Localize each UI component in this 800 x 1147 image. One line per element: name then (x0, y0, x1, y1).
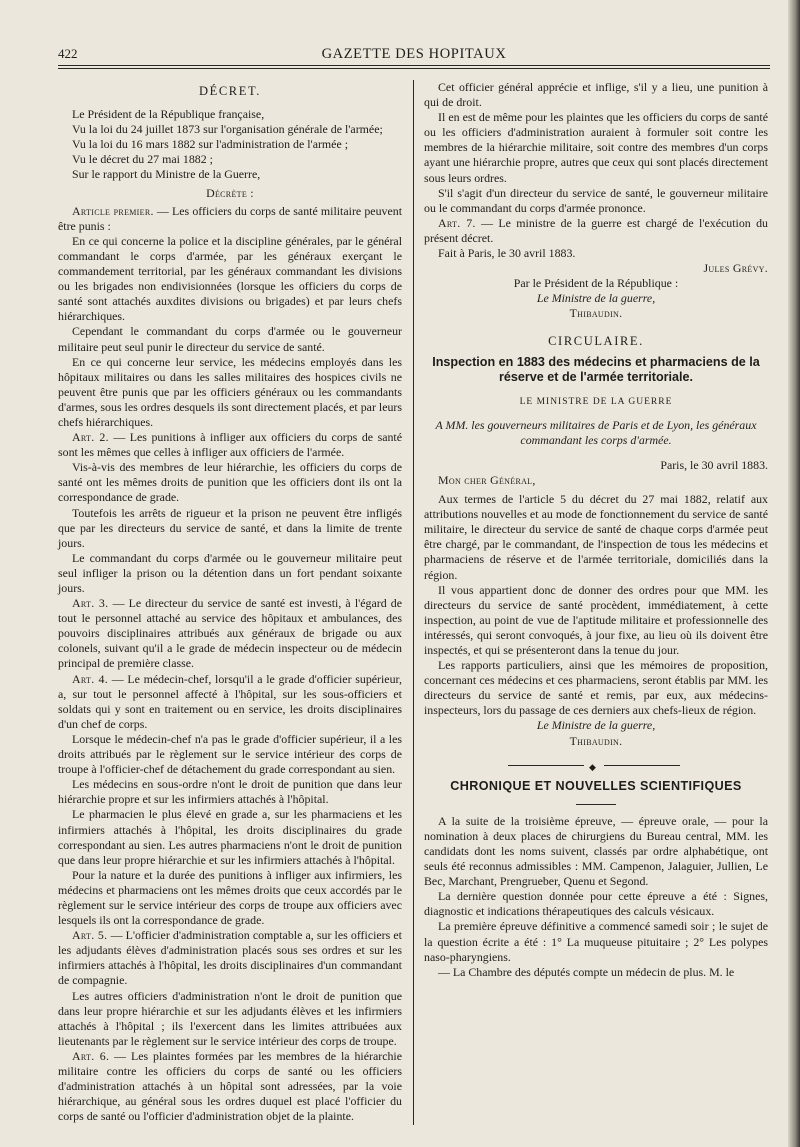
header-rule-top (58, 65, 770, 66)
decret-intro-line: Vu le décret du 27 mai 1882 ; (72, 152, 213, 167)
decret-intro-line: Le Président de la République française, (72, 107, 265, 122)
left-column (58, 80, 402, 1124)
article-7 (424, 216, 768, 246)
chronique-paragraph: A la suite de la troisième épreuve, — épreuve orale, — pour la nomination à deux places de chirurgiens du Bureau central, MM. les candidats dont les noms suivent, classés par ordre alphabétique, ont seuls été reconnus admissibles : MM. Campenon, Jalaguier, Jullien, Le Bec, Marchant, Prengrueber, Quenu et Segond. (424, 813, 768, 889)
decret-paragraph: En ce qui concerne leur service, les médecins employés dans les hôpitaux militaires ou dans les salles militaires des hospices civils ne peuvent être punis que par les officiers généraux ou les commandants d'armes, sous les ordres desquels ils sont directement placés, et par leurs chefs hiérarchiques. (58, 354, 402, 429)
par-le-president: Par le Président de la République : (513, 276, 679, 291)
circulaire-ministre-name: Thibaudin. (569, 733, 623, 748)
article-label: Art. 2. (72, 430, 109, 445)
page-number: 422 (58, 46, 78, 61)
decret-signature: Jules Grévy. (703, 261, 768, 276)
decret-paragraph: S'il s'agit d'un directeur du service de santé, le gouverneur militaire ou le commandant du corps d'armée prononce. (424, 185, 768, 215)
ministre-label: Le Ministre de la guerre, (536, 291, 656, 306)
decret-intro-line: Vu la loi du 24 juillet 1873 sur l'organisation générale de l'armée; (72, 122, 383, 137)
circulaire-addressee: A MM. les gouverneurs militaires de Paris et de Lyon, les généraux commandant les corps d'armée. (435, 417, 757, 447)
circulaire-paragraph: Aux termes de l'article 5 du décret du 27 mai 1882, relatif aux attributions nouvelles et au mode de fonctionnement du service de santé militaire, le directeur du service de santé de chaque corps d'armée peut être chargé, par le commandant, de l'inspection de tous les médecins et pharmaciens de réserve et de l'armée territoriale, domiciliés dans la région. (424, 492, 768, 582)
ornament-line-left (508, 765, 584, 766)
decret-paragraph: Le pharmacien le plus élevé en grade a, sur les pharmaciens et les infirmiers attachés à l'hôpital, les droits disciplinaires du grade correspondant au sien. Les autres pharmaciens n'ont le droit de punition que dans leur propre hiérarchie et sur les infirmiers attachés à l'hôpital. (58, 807, 402, 867)
chronique-paragraph: La première épreuve définitive a commencé samedi soir ; le sujet de la question écrite a été : 1° La muqueuse pituitaire ; 2° Les polypes naso-pharyngiens. (424, 919, 768, 964)
circulaire-date: Paris, le 30 avril 1883. (660, 457, 768, 472)
article-label: Art. 6. (72, 1048, 110, 1063)
article-label: Art. 4. (72, 671, 109, 686)
circulaire-paragraph: Il vous appartient donc de donner des ordres pour que MM. les directeurs du service de santé procèdent, immédiatement, à cette inspection, au point de vue de l'aptitude militaire et professionnelle des intéressés, qui seront convoqués, à jour fixe, au lieu où ils doivent être inspectés, et qui se présenteront dans la tenue du jour. (424, 582, 768, 657)
article-5 (58, 928, 402, 988)
decret-date: Fait à Paris, le 30 avril 1883. (438, 246, 576, 261)
decret-intro-line: Vu la loi du 16 mars 1882 sur l'administration de l'armée ; (72, 137, 349, 152)
right-column (424, 80, 768, 980)
decret-paragraph: Le commandant du corps d'armée ou le gouverneur militaire peut seul infliger la prison ou la détention dans un fort pendant soixante jours. (58, 550, 402, 595)
article-label: Art. 3. (72, 596, 109, 611)
decret-intro-line: Sur le rapport du Ministre de la Guerre, (72, 167, 261, 182)
article-3 (58, 596, 402, 671)
journal-title: GAZETTE DES HOPITAUX (321, 46, 507, 62)
circulaire-ministre-label: Le Ministre de la guerre, (536, 718, 656, 733)
circulaire-heading: CIRCULAIRE. (548, 333, 644, 348)
decret-paragraph: Pour la nature et la durée des punitions à infliger aux infirmiers, les médecins et pharmaciens ont les mêmes droits que ceux accordés par le règlement sur le service intérieur des corps de troupe aux officiers avec lesquels ils ont la correspondance de grade. (58, 867, 402, 928)
article-text: — Les plaintes formées par les membres de la hiérarchie militaire contre les officiers du corps de santé ou les officiers d'administration attachés à un hôpital sont adressées, par la voie hiérarchique, au général sous les ordres duquel est placé l'officier du corps de santé ou l'officier d'administration objet de la plainte. (58, 1048, 402, 1124)
decret-paragraph: Il en est de même pour les plaintes que les officiers du corps de santé ou les officiers d'administration auraient à formuler soit contre les membres de la hiérarchie militaire, soit contre des membres d'un corps ayant une hiérarchie propre, autres que ceux qui sont placés directement sous leurs ordres. (424, 110, 768, 185)
decret-paragraph: Les autres officiers d'administration n'ont le droit de punition que dans leur propre hiérarchie et sur les adjudants élèves et les infirmiers attachés à l'hôpital ; ils l'exercent dans les limites attribuées aux lieutenants par le règlement sur le service intérieur des corps de troupe. (58, 988, 402, 1048)
decret-paragraph: Lorsque le médecin-chef n'a pas le grade d'officier supérieur, il a les droits attribués par le règlement sur le service intérieur des corps de troupe à l'officier-chef de détachement du grade correspondant au sien. (58, 731, 402, 777)
article-1 (58, 204, 402, 234)
decret-paragraph: En ce qui concerne la police et la discipline générales, par le général commandant le corps d'armée, par les généraux exerçant le commandement territorial, par les généraux commandant les divisions ou les brigades non endivisionnées (lorsque les officiers du corps de santé sont attachés auxdites divisions ou brigades) et par leurs chefs hiérarchiques. (58, 233, 402, 324)
article-label: Art. 7. (438, 215, 476, 230)
chronique-heading: CHRONIQUE ET NOUVELLES SCIENTIFIQUES (450, 778, 742, 793)
article-label: Article premier. (72, 203, 154, 218)
circulaire-title: Inspection en 1883 des médecins et pharmaciens de la réserve et de l'armée territoriale. (432, 354, 760, 384)
article-label: Art. 5. (72, 928, 108, 943)
chronique-paragraph: — La Chambre des députés compte un médecin de plus. M. le (438, 964, 735, 979)
section-ornament (424, 759, 768, 771)
article-2 (58, 430, 402, 460)
article-text: — Le directeur du service de santé est investi, à l'égard de tout le personnel attaché au service des hôpitaux et ambulances, des pouvoirs disciplinaires attribués aux généraux de brigade ou aux colonels, suivant qu'il a le grade de médecin inspecteur ou de médecin principal de première classe. (58, 596, 403, 671)
article-6 (58, 1049, 402, 1124)
ministre-name: Thibaudin. (569, 306, 623, 321)
page-spine-shadow (788, 0, 800, 1147)
page-header (58, 40, 770, 64)
decret-paragraph: Cet officier général apprécie et inflige, s'il y a lieu, une punition à qui de droit. (424, 80, 768, 110)
article-text: — Le ministre de la guerre est chargé de l'exécution du présent décret. (424, 215, 769, 245)
chronique-rule (424, 800, 768, 808)
article-text: — Les punitions à infliger aux officiers du corps de santé sont les mêmes que celles à infliger aux officiers de l'armée. (58, 430, 402, 460)
decrete-label: Décrète : (206, 185, 254, 200)
article-4 (58, 672, 402, 732)
column-separator (413, 80, 414, 1125)
header-rule-bottom (58, 68, 770, 69)
decret-paragraph: Vis-à-vis des membres de leur hiérarchie, les officiers du corps de santé ont les mêmes droits de punition que les officiers dont ils ont la correspondance de grade. (58, 460, 402, 505)
circulaire-from: LE MINISTRE DE LA GUERRE (519, 396, 673, 407)
article-text: — L'officier d'administration comptable a, sur les officiers et les adjudants élèves d'administration placés sous ses ordres et sur les infirmiers attachés à l'hôpital, les droits disciplinaires d'un commandant de compagnie. (58, 928, 402, 988)
article-text: — Le médecin-chef, lorsqu'il a le grade d'officier supérieur, a, sur tout le personnel affecté à l'hôpital, sur les sous-officiers et soldats qui y sont en traitement ou en service, les droits disciplinaires d'un chef de corps. (58, 671, 402, 731)
decret-heading: DÉCRET. (198, 84, 261, 98)
ornament-line-right (604, 765, 680, 766)
article-text: — Les officiers du corps de santé militaire peuvent être punis : (58, 203, 402, 233)
circulaire-salutation: Mon cher Général, (438, 472, 536, 487)
decret-paragraph: Les médecins en sous-ordre n'ont le droit de punition que dans leur hiérarchie propre et sur les infirmiers attachés à l'hôpital. (58, 777, 402, 807)
decret-paragraph: Toutefois les arrêts de rigueur et la prison ne peuvent être infligés que par les directeurs du service de santé, et dans la limite de trente jours. (58, 505, 402, 550)
decret-paragraph: Cependant le commandant du corps d'armée ou le gouverneur militaire peut seul punir le directeur du service de santé. (58, 324, 402, 354)
ornament-diamond-icon: ◆ (589, 761, 596, 772)
chronique-paragraph: La dernière question donnée pour cette épreuve a été : Signes, diagnostic et indications thérapeutiques des calculs vésicaux. (424, 889, 768, 919)
circulaire-paragraph: Les rapports particuliers, ainsi que les mémoires de proposition, concernant ces médecins et ces pharmaciens, seront établis par MM. les directeurs du service de santé et remis, par eux, aux médecins-inspecteurs, lors du passage de ces derniers aux chefs-lieux de région. (424, 658, 768, 718)
